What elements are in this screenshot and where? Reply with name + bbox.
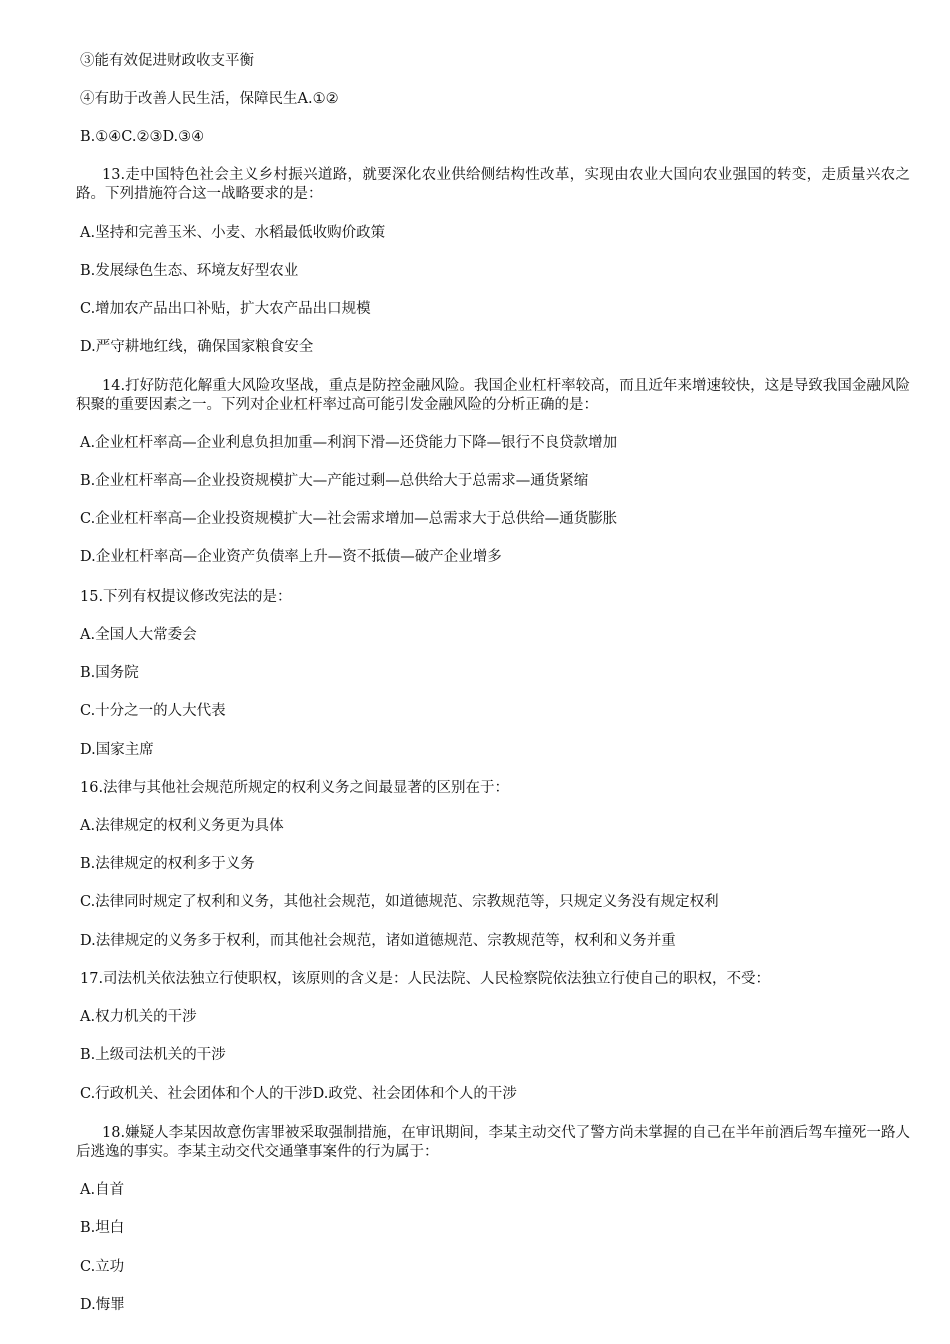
option-line: B.①④C.②③D.③④	[80, 129, 205, 145]
question-17: 17.司法机关依法独立行使职权，该原则的含义是：人民法院、人民检察院依法独立行使自己的职权，不受：	[80, 971, 771, 987]
question-16-option-c: C.法律同时规定了权利和义务，其他社会规范，如道德规范、宗教规范等，只规定义务没有规定权利	[80, 894, 719, 910]
question-14-option-d: D.企业杠杆率高—企业资产负债率上升—资不抵债—破产企业增多	[80, 549, 502, 565]
question-13-option-c: C.增加农产品出口补贴，扩大农产品出口规模	[80, 301, 371, 317]
question-17-option-a: A.权力机关的干涉	[80, 1009, 197, 1025]
question-15-option-d: D.国家主席	[80, 742, 154, 758]
question-15-option-b: B.国务院	[80, 665, 139, 681]
question-14: 14.打好防范化解重大风险攻坚战，重点是防控金融风险。我国企业杠杆率较高，而且近年来增速较快，这是导致我国金融风险积聚的重要因素之一。下列对企业杠杆率过高可能引发金融风险的分析正确的是：	[76, 378, 910, 413]
question-18-option-b: B.坦白	[80, 1220, 125, 1236]
question-16-option-d: D.法律规定的义务多于权利，而其他社会规范，诸如道德规范、宗教规范等，权利和义务并重	[80, 933, 676, 949]
question-17-option-c: C.行政机关、社会团体和个人的干涉D.政党、社会团体和个人的干涉	[80, 1086, 517, 1102]
question-13-option-b: B.发展绿色生态、环境友好型农业	[80, 263, 299, 279]
question-15-option-c: C.十分之一的人大代表	[80, 703, 226, 719]
question-14-option-a: A.企业杠杆率高—企业利息负担加重—利润下滑—还贷能力下降—银行不良贷款增加	[80, 435, 618, 451]
question-16-option-b: B.法律规定的权利多于义务	[80, 856, 255, 872]
option-line: ④有助于改善人民生活，保障民生A.①②	[80, 91, 339, 107]
question-15-option-a: A.全国人大常委会	[80, 627, 197, 643]
question-13-option-a: A.坚持和完善玉米、小麦、水稻最低收购价政策	[80, 225, 386, 241]
question-18-option-c: C.立功	[80, 1259, 125, 1275]
question-17-option-b: B.上级司法机关的干涉	[80, 1047, 226, 1063]
question-14-option-b: B.企业杠杆率高—企业投资规模扩大—产能过剩—总供给大于总需求—通货紧缩	[80, 473, 589, 489]
option-line: ③能有效促进财政收支平衡	[80, 53, 254, 69]
question-13: 13.走中国特色社会主义乡村振兴道路，就要深化农业供给侧结构性改革，实现由农业大国向农业强国的转变，走质量兴农之路。下列措施符合这一战略要求的是：	[76, 167, 910, 202]
question-18-option-a: A.自首	[80, 1182, 125, 1198]
question-14-option-c: C.企业杠杆率高—企业投资规模扩大—社会需求增加—总需求大于总供给—通货膨胀	[80, 511, 618, 527]
question-16-option-a: A.法律规定的权利义务更为具体	[80, 818, 284, 834]
question-13-option-d: D.严守耕地红线，确保国家粮食安全	[80, 339, 314, 355]
question-16: 16.法律与其他社会规范所规定的权利义务之间最显著的区别在于：	[80, 780, 510, 796]
question-18: 18.嫌疑人李某因故意伤害罪被采取强制措施，在审讯期间，李某主动交代了警方尚未掌握的自己在半年前酒后驾车撞死一路人后逃逸的事实。李某主动交代交通肇事案件的行为属于：	[76, 1125, 910, 1160]
question-15: 15.下列有权提议修改宪法的是：	[80, 589, 292, 605]
question-18-option-d: D.悔罪	[80, 1297, 125, 1313]
